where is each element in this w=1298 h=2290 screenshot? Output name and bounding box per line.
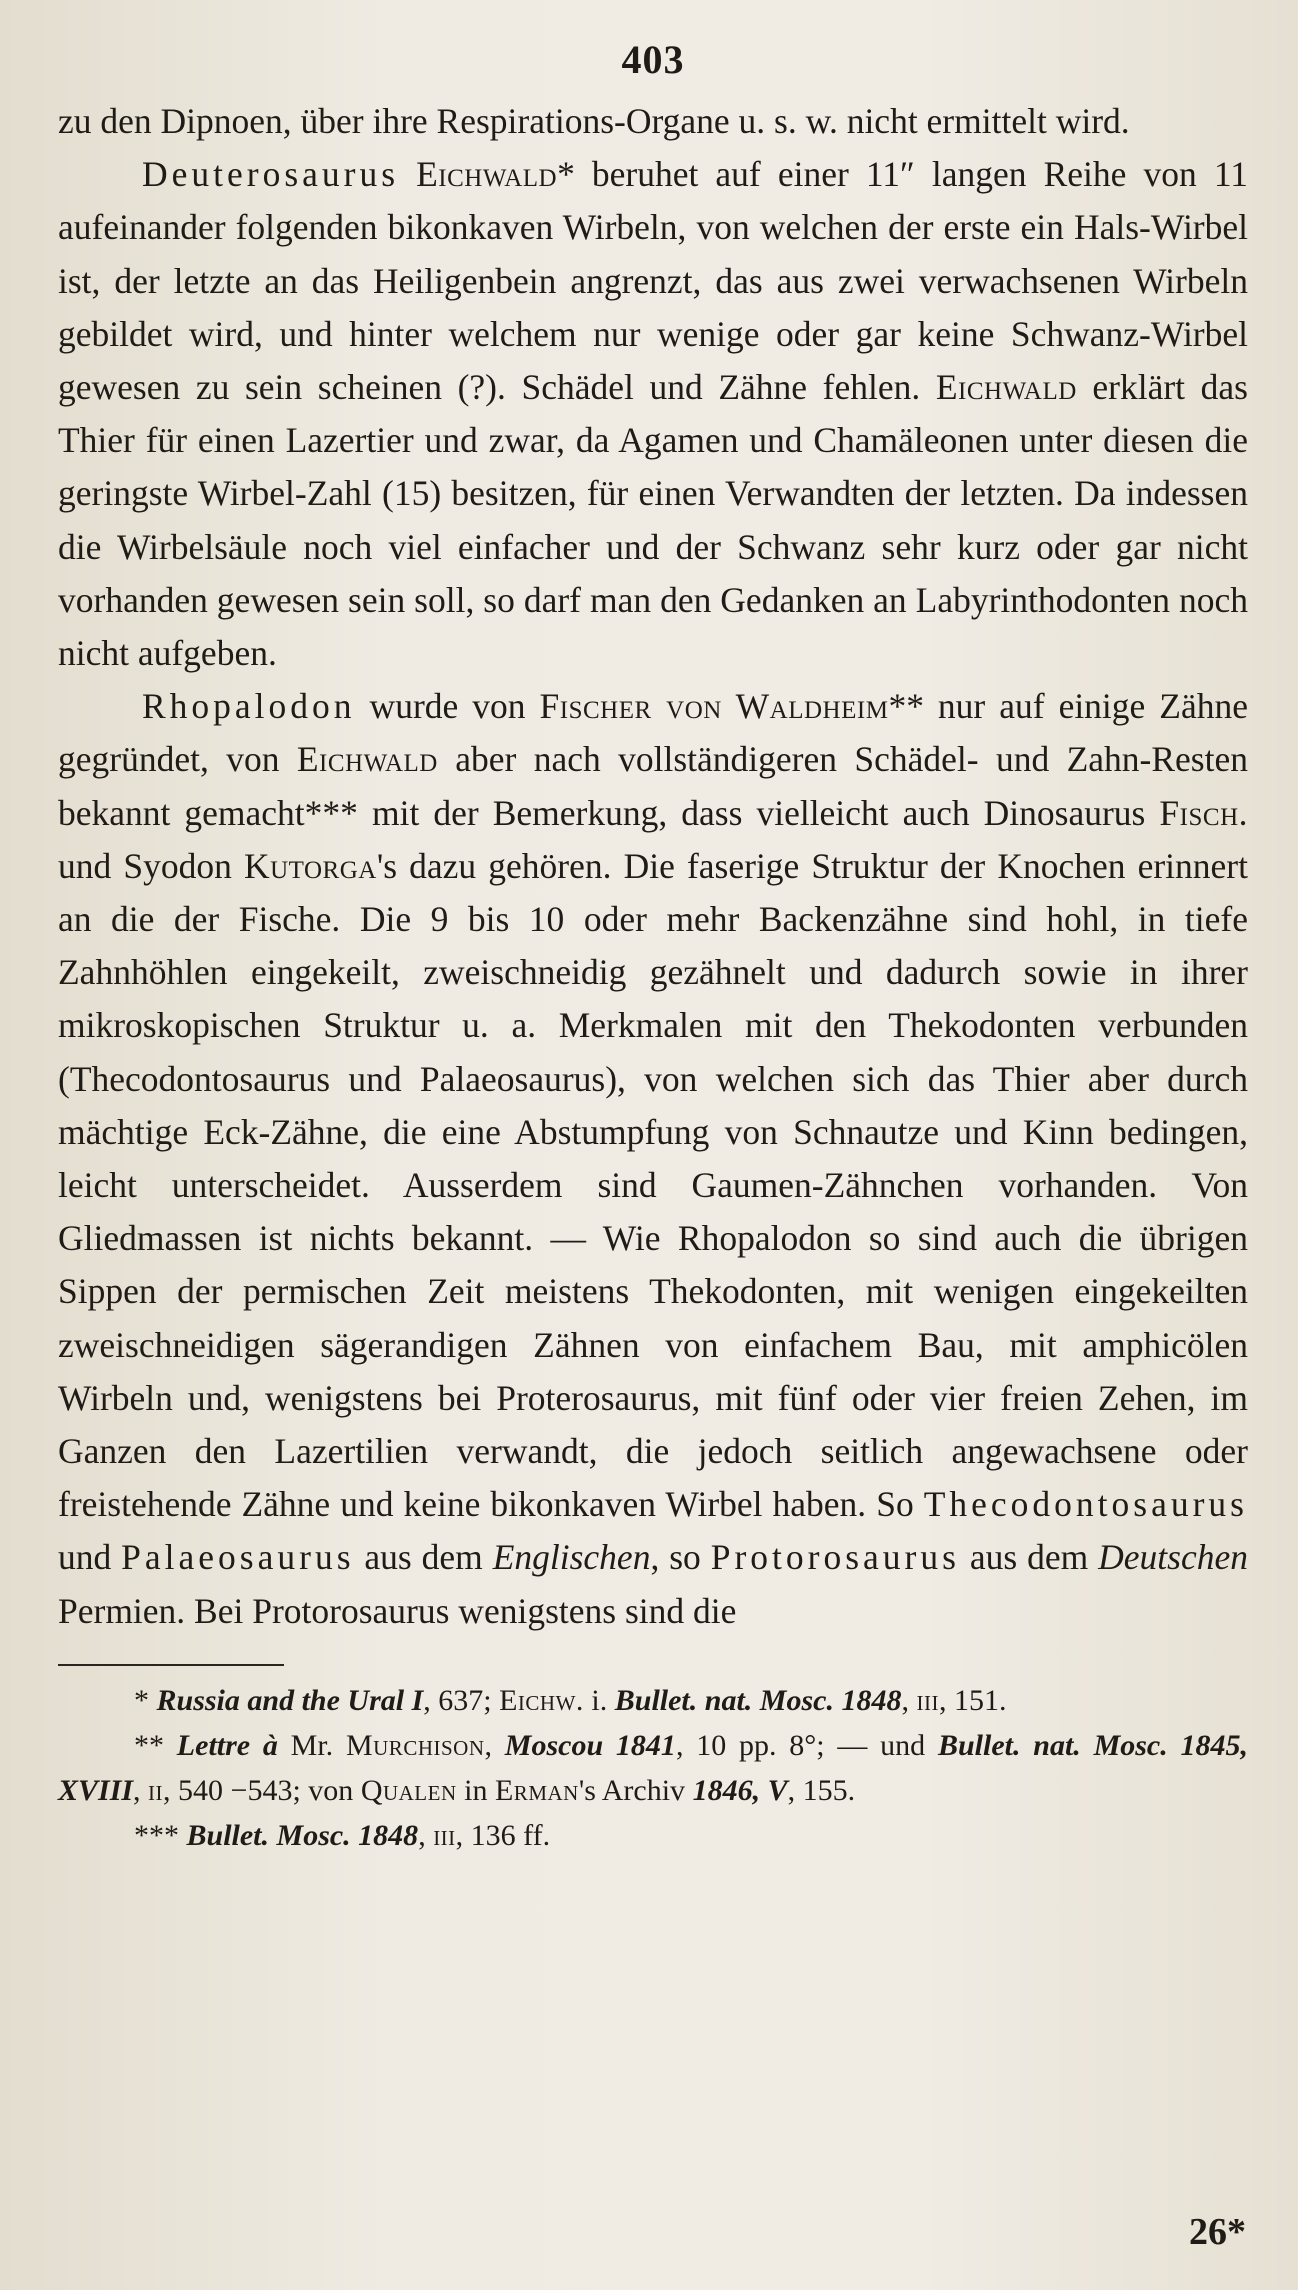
styled-text-run: 1846, V: [692, 1773, 788, 1807]
styled-text-run: Fischer von Waldheim: [539, 686, 889, 727]
text-run: , 10 pp. 8°; — und: [675, 1728, 938, 1762]
text-run: , so: [650, 1537, 711, 1578]
styled-text-run: Protorosaurus: [710, 1537, 960, 1578]
paragraph: [58, 680, 1248, 1638]
styled-text-run: Bullet. nat. Mosc. 1845, XVIII: [58, 1728, 1249, 1807]
text-run: , 136 ff.: [455, 1818, 551, 1852]
text-run: aus dem: [959, 1537, 1099, 1578]
text-run: 's dazu gehören. Die faserige Struktur der Knochen erinnert an die der Fische. Die 9 bis 10 oder mehr Backenzähne sind hohl, in tiefe Zahnhöhlen eingekeilt, zweischneidig gezähnelt und dadurch sowie in ihrer mikroskopischen Struktur u. a. Merkmalen mit den Thekodonten verbunden (Thecodontosaurus und Palaeosaurus), von welchen sich das Thier aber durch mächtige Eck-Zähne, die eine Abstumpfung von Schnautze und Kinn bedingen, leicht unterscheidet. Ausserdem sind Gaumen-Zähnchen vorhanden. Von Gliedmassen ist nichts bekannt. — Wie Rhopalodon so sind auch die übrigen Sippen der permischen Zeit meistens Thekodonten, mit wenigen eingekeilten zweischneidigen sägerandigen Zähnen von einfachem Bau, mit amphicölen Wirbeln und, wenigstens bei Proterosaurus, mit fünf oder vier freien Zehen, im Ganzen den Lazertilien verwandt, die jedoch seitlich angewachsene oder freistehende Zähne und keine bikonkaven Wirbel haben. So: [58, 845, 1248, 1525]
text-run: ,: [418, 1818, 434, 1852]
styled-text-run: Murchison: [345, 1728, 485, 1762]
styled-text-run: Eichwald: [416, 154, 558, 195]
text-run: 's Archiv: [578, 1773, 693, 1807]
text-run: , 540 −543; von: [163, 1773, 361, 1807]
styled-text-run: Bullet. Mosc. 1848: [186, 1818, 419, 1852]
styled-text-run: iii: [916, 1683, 939, 1717]
text-run: aus dem: [354, 1537, 493, 1578]
styled-text-run: Deuterosaurus: [142, 154, 400, 195]
styled-text-run: Russia and the Ural I: [156, 1683, 424, 1717]
text-run: ,: [901, 1683, 917, 1717]
styled-text-run: Deutschen: [1098, 1537, 1248, 1578]
styled-text-run: Fisch.: [1159, 792, 1248, 833]
styled-text-run: Bullet. nat. Mosc. 1848: [614, 1683, 902, 1717]
styled-text-run: Qualen: [360, 1773, 457, 1807]
text-run: wurde von: [355, 686, 540, 727]
text-run: Mr.: [277, 1728, 346, 1762]
text-run: , 151.: [938, 1683, 1007, 1717]
styled-text-run: Erman: [494, 1773, 579, 1807]
footnote: [58, 1723, 1248, 1813]
footnote: [58, 1813, 1248, 1858]
text-run: erklärt das Thier für einen Lazertier und zwar, da Agamen und Chamäleonen unter diesen die geringste Wirbel-Zahl (15) besitzen, für einen Verwandten der letzten. Da indessen die Wirbelsäule noch viel einfacher und der Schwanz sehr kurz oder gar nicht vorhanden gewesen sein soll, so darf man den Gedanken an Labyrinthodonten noch nicht aufgeben.: [58, 367, 1248, 674]
text-run: ***: [134, 1818, 187, 1852]
styled-text-run: Eichw.: [499, 1683, 584, 1717]
text-run: und Syodon: [58, 845, 244, 886]
text-run: ,: [133, 1773, 149, 1807]
text-run: in: [456, 1773, 495, 1807]
paragraph: [58, 148, 1248, 680]
page-number: 403: [621, 37, 685, 82]
paragraph: [58, 95, 1248, 148]
text-run: aber nach vollständigeren Schädel- und Zahn-Resten bekannt gemacht*** mit der Bemerkung, dass vielleicht auch Dinosaurus: [58, 739, 1248, 833]
text-run: **: [134, 1728, 177, 1762]
styled-text-run: ii: [148, 1773, 164, 1807]
footnote: [58, 1678, 1248, 1723]
styled-text-run: Rhopalodon: [142, 686, 356, 727]
text-run: , 637;: [423, 1683, 500, 1717]
styled-text-run: Thecodontosaurus: [923, 1484, 1248, 1525]
styled-text-run: iii: [433, 1818, 456, 1852]
footnotes: [58, 1678, 1248, 1858]
text-run: , 155.: [787, 1773, 856, 1807]
text-run: zu den Dipnoen, über ihre Respirations-Organe u. s. w. nicht ermittelt wird.: [58, 101, 1130, 141]
text-run: *: [134, 1683, 157, 1717]
styled-text-run: Eichwald: [935, 367, 1077, 408]
styled-text-run: Lettre à: [176, 1728, 278, 1762]
text-run: * beruhet auf einer 11″ langen Reihe von 11 aufeinander folgenden bikonkaven Wirbeln, von welchen der erste ein Hals-Wirbel ist, der letzte an das Heiligenbein angrenzt, das aus zwei verwachsenen Wirbeln gebildet wird, und hinter welchem nur wenige oder gar keine Schwanz-Wirbel gewesen zu sein scheinen (?). Schädel und Zähne fehlen.: [58, 154, 1248, 408]
text-run: ,: [484, 1728, 505, 1762]
styled-text-run: Englischen: [492, 1537, 651, 1578]
styled-text-run: Eichwald: [296, 739, 438, 780]
styled-text-run: Moscou 1841: [504, 1728, 676, 1762]
text-run: [399, 154, 416, 194]
footnote-divider: [58, 1664, 284, 1666]
text-run: ** nur auf einige Zähne gegründet, von: [58, 686, 1248, 780]
signature-mark: 26*: [1189, 2211, 1246, 2253]
text-run: Permien. Bei Protorosaurus wenigstens sind die: [58, 1590, 737, 1631]
body-text: [58, 95, 1248, 1638]
text-run: und: [58, 1537, 122, 1578]
text-run: i.: [583, 1683, 615, 1717]
styled-text-run: Palaeosaurus: [121, 1537, 355, 1578]
styled-text-run: Kutorga: [243, 845, 377, 886]
